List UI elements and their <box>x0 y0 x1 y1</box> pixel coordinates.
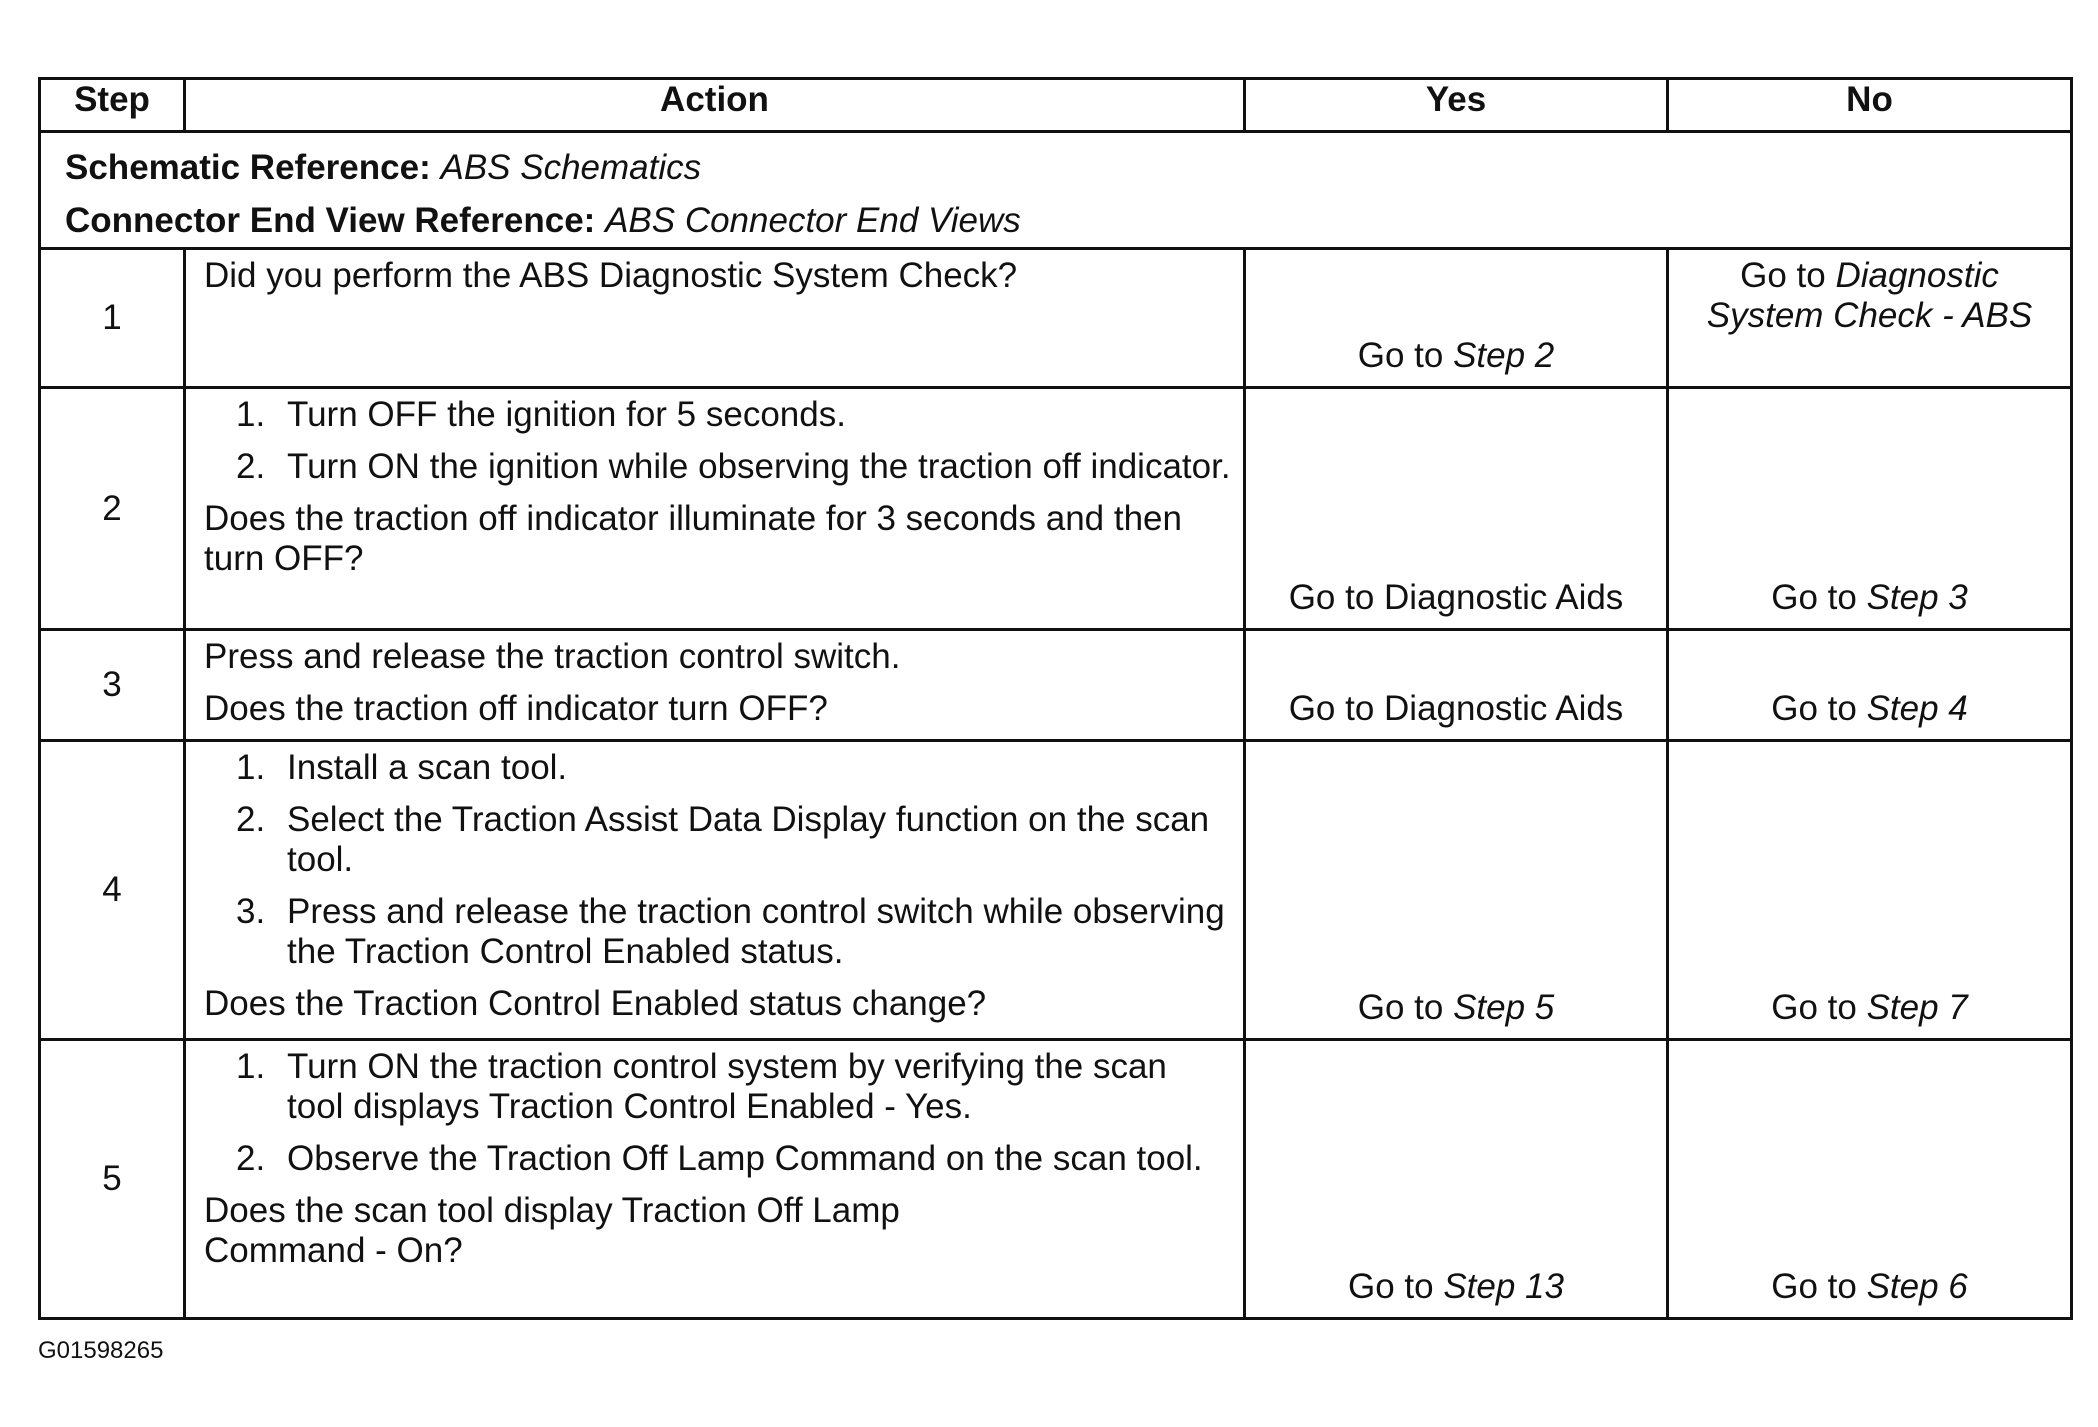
action-text: Did you perform the ABS Diagnostic System Check? <box>204 256 1018 295</box>
header-no: No <box>1668 79 2072 132</box>
no-cell <box>1668 1040 2072 1319</box>
action-cell <box>185 630 1245 741</box>
no-cell <box>1668 388 2072 630</box>
yes-text: Go to Diagnostic Aids <box>1288 689 1624 728</box>
no-prefix: Go to <box>1771 689 1867 728</box>
list-item: 2. Select the Traction Assist Data Display function on the scan tool. <box>236 800 1210 879</box>
yes-prefix: Go to <box>1348 1267 1444 1306</box>
no-ref-part2: System Check - ABS <box>1706 296 2033 335</box>
list-item: 1. Turn OFF the ignition for 5 seconds. <box>236 395 846 434</box>
list-item-text: Turn ON the ignition while observing the traction off indicator. <box>287 447 1231 486</box>
no-cell <box>1668 249 2072 388</box>
table-row <box>40 1040 2072 1319</box>
yes-prefix: Go to <box>1357 988 1454 1027</box>
yes-step-ref: Step 13 <box>1443 1267 1564 1306</box>
no-cell <box>1668 741 2072 1040</box>
no-step-ref: Step 6 <box>1866 1267 1968 1306</box>
question-text: Does the traction off indicator turn OFF? <box>204 689 828 728</box>
no-cell <box>1668 630 2072 741</box>
table-row <box>40 630 2072 741</box>
step-number: 3 <box>40 630 185 741</box>
action-list <box>204 1047 1233 1179</box>
no-ref-part1: Diagnostic <box>1835 256 1999 295</box>
no-prefix: Go to <box>1771 1267 1867 1306</box>
list-item-text: Select the Traction Assist Data Display function on the scan tool. <box>287 800 1210 879</box>
table-row <box>40 388 2072 630</box>
connector-reference-value: ABS Connector End Views <box>605 201 1021 240</box>
action-cell <box>185 741 1245 1040</box>
list-item: 2. Observe the Traction Off Lamp Command on the scan tool. <box>236 1139 1203 1178</box>
yes-step-ref: Step 2 <box>1453 336 1555 375</box>
action-cell <box>185 249 1245 388</box>
diagnostic-table <box>38 77 2073 1320</box>
list-item: 1. Install a scan tool. <box>236 748 568 787</box>
yes-text: Go to Diagnostic Aids <box>1288 578 1624 617</box>
action-cell <box>185 388 1245 630</box>
list-item-text: Turn ON the traction control system by verifying the scan tool displays Traction Control Enabled - Yes. <box>287 1047 1167 1126</box>
question-text: Does the scan tool display Traction Off Lamp Command - On? <box>204 1191 900 1270</box>
step-number: 2 <box>40 388 185 630</box>
table-row <box>40 249 2072 388</box>
no-step-ref: Step 3 <box>1866 578 1968 617</box>
yes-step-ref: Step 5 <box>1453 988 1555 1027</box>
no-prefix: Go to <box>1740 256 1836 295</box>
step-number: 5 <box>40 1040 185 1319</box>
connector-reference <box>65 194 2070 247</box>
yes-prefix: Go to <box>1357 336 1454 375</box>
yes-cell <box>1245 1040 1668 1319</box>
no-prefix: Go to <box>1771 578 1867 617</box>
yes-cell <box>1245 249 1668 388</box>
list-item-text: Observe the Traction Off Lamp Command on the scan tool. <box>287 1139 1203 1178</box>
action-cell <box>185 1040 1245 1319</box>
header-yes: Yes <box>1245 79 1668 132</box>
no-step-ref: Step 4 <box>1866 689 1968 728</box>
yes-cell <box>1245 630 1668 741</box>
step-number: 1 <box>40 249 185 388</box>
schematic-reference-value: ABS Schematics <box>440 148 702 187</box>
header-step: Step <box>40 79 185 132</box>
reference-cell <box>40 132 2072 249</box>
list-item-text: Press and release the traction control switch while observing the Traction Control Enabled status. <box>287 892 1225 971</box>
list-item: 1. Turn ON the traction control system by verifying the scan tool displays Traction Control Enabled - Yes. <box>236 1047 1167 1126</box>
no-step-ref: Step 7 <box>1866 988 1968 1027</box>
header-action: Action <box>185 79 1245 132</box>
step-number: 4 <box>40 741 185 1040</box>
no-prefix: Go to <box>1771 988 1867 1027</box>
list-item: 2. Turn ON the ignition while observing the traction off indicator. <box>236 447 1231 486</box>
yes-cell <box>1245 388 1668 630</box>
yes-cell <box>1245 741 1668 1040</box>
action-text: Press and release the traction control switch. <box>204 637 901 676</box>
reference-row <box>40 132 2072 249</box>
action-list <box>204 748 1233 972</box>
table-row <box>40 741 2072 1040</box>
question-text: Does the traction off indicator illuminate for 3 seconds and then turn OFF? <box>204 499 1182 578</box>
schematic-reference-label: Schematic Reference: <box>65 148 431 187</box>
list-item-text: Turn OFF the ignition for 5 seconds. <box>287 395 846 434</box>
table-header-row <box>40 79 2072 132</box>
schematic-reference <box>65 141 2070 194</box>
action-list <box>204 395 1233 487</box>
list-item-text: Install a scan tool. <box>287 748 568 787</box>
figure-id-caption: G01598265 <box>38 1337 164 1364</box>
list-item: 3. Press and release the traction control switch while observing the Traction Control Enabled status. <box>236 892 1225 971</box>
connector-reference-label: Connector End View Reference: <box>65 201 596 240</box>
question-text: Does the Traction Control Enabled status change? <box>204 984 987 1023</box>
